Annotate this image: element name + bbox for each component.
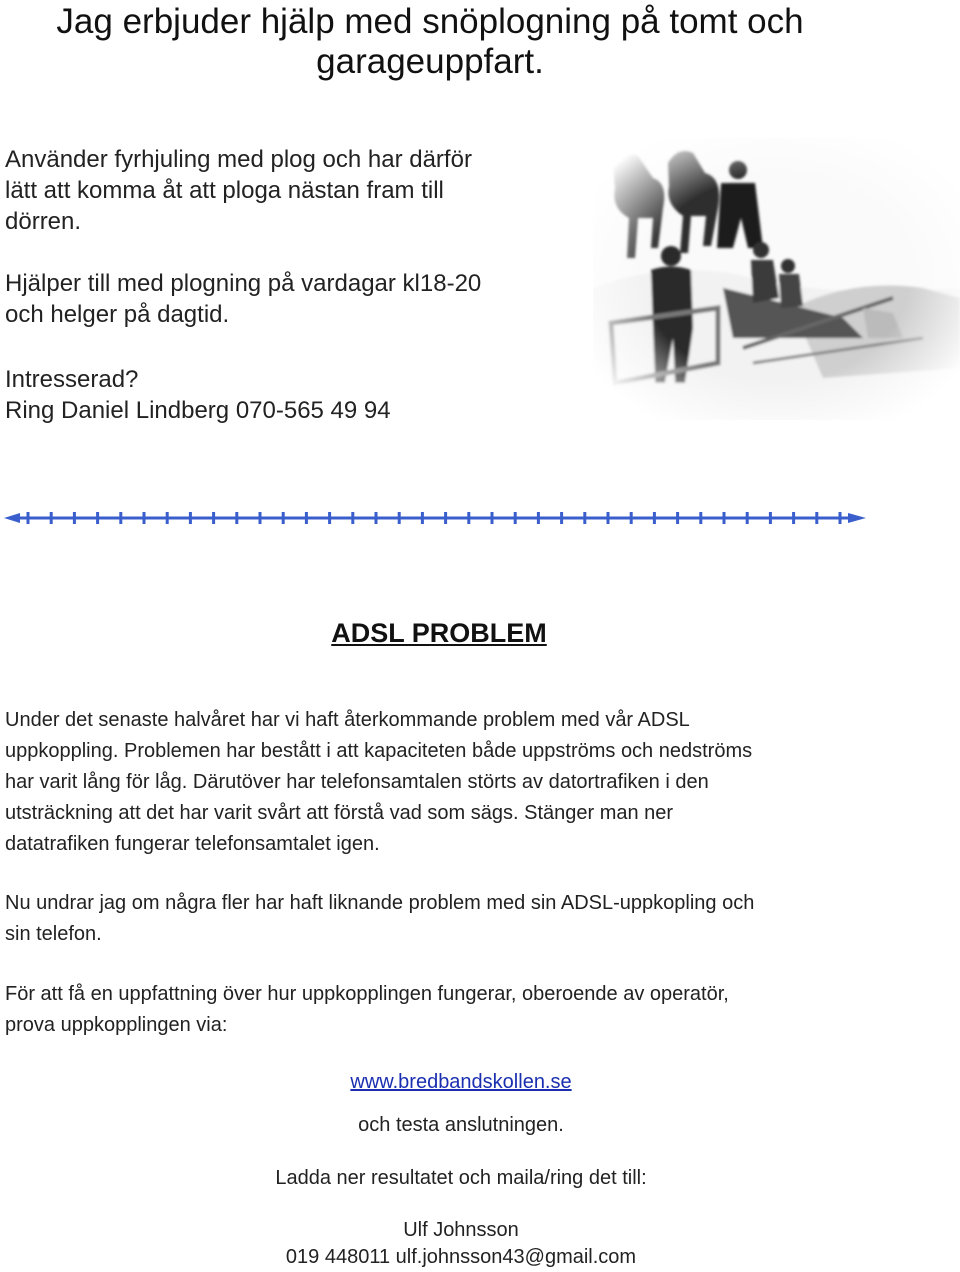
title-line-2: garageuppfart. [316, 42, 544, 81]
contact-info: 019 448011 ulf.johnsson43@gmail.com [285, 1246, 637, 1268]
para2-line-1: Nu undrar jag om några fler har haft liknande problem med sin ADSL-uppkopling och [5, 892, 755, 914]
adsl-heading: ADSL PROBLEM [331, 618, 547, 648]
hours-paragraph [5, 268, 481, 330]
divider-ticks [4, 512, 866, 524]
equipment-line-2: lätt att komma åt att ploga nästan fram till [5, 177, 444, 204]
bredbandskollen-link[interactable]: www.bredbandskollen.se [350, 1071, 572, 1093]
para1-line-1: Under det senaste halvåret har vi haft återkommande problem med vår ADSL [5, 709, 690, 731]
decorative-divider [0, 505, 870, 531]
test-text: och testa anslutningen. [358, 1114, 564, 1136]
para3-line-2: prova uppkopplingen via: [5, 1014, 228, 1036]
snow-plough-photo [593, 138, 960, 420]
download-text: Ladda ner resultatet och maila/ring det till: [275, 1167, 647, 1189]
para1-line-5: datatrafiken fungerar telefonsamtalet igen. [5, 833, 380, 855]
equipment-line-3: dörren. [5, 208, 82, 235]
link-row [0, 1068, 922, 1096]
hours-line-2: och helger på dagtid. [5, 301, 230, 328]
divider-arrow-right [848, 513, 866, 523]
divider-arrow-left [4, 513, 20, 523]
cta-line-2: Ring Daniel Lindberg 070-565 49 94 [5, 397, 391, 424]
contact-name: Ulf Johnsson [403, 1219, 519, 1241]
title-line-1: Jag erbjuder hjälp med snöplogning på tomt och [56, 2, 804, 41]
para1-line-2: uppkoppling. Problemen har bestått i att kapaciteten både uppströms och nedströms [5, 740, 753, 762]
para1-line-3: har varit lång för låg. Därutöver har telefonsamtalen störts av datortrafiken i den [5, 771, 709, 793]
adsl-paragraph-1 [5, 705, 885, 860]
flyer-title [0, 2, 860, 82]
equipment-line-1: Använder fyrhjuling med plog och har därför [5, 146, 472, 173]
para2-line-2: sin telefon. [5, 923, 102, 945]
para3-line-1: För att få en uppfattning över hur uppkopplingen fungerar, oberoende av operatör, [5, 983, 729, 1005]
adsl-paragraph-3 [5, 979, 885, 1041]
cta-line-1: Intresserad? [5, 366, 139, 393]
equipment-paragraph [5, 144, 472, 237]
adsl-paragraph-2 [5, 888, 885, 950]
para1-line-4: utsträckning att det har varit svårt att förstå vad som sägs. Stänger man ner [5, 802, 674, 824]
contact-paragraph [5, 364, 391, 426]
hours-line-1: Hjälper till med plogning på vardagar kl18-20 [5, 270, 482, 297]
